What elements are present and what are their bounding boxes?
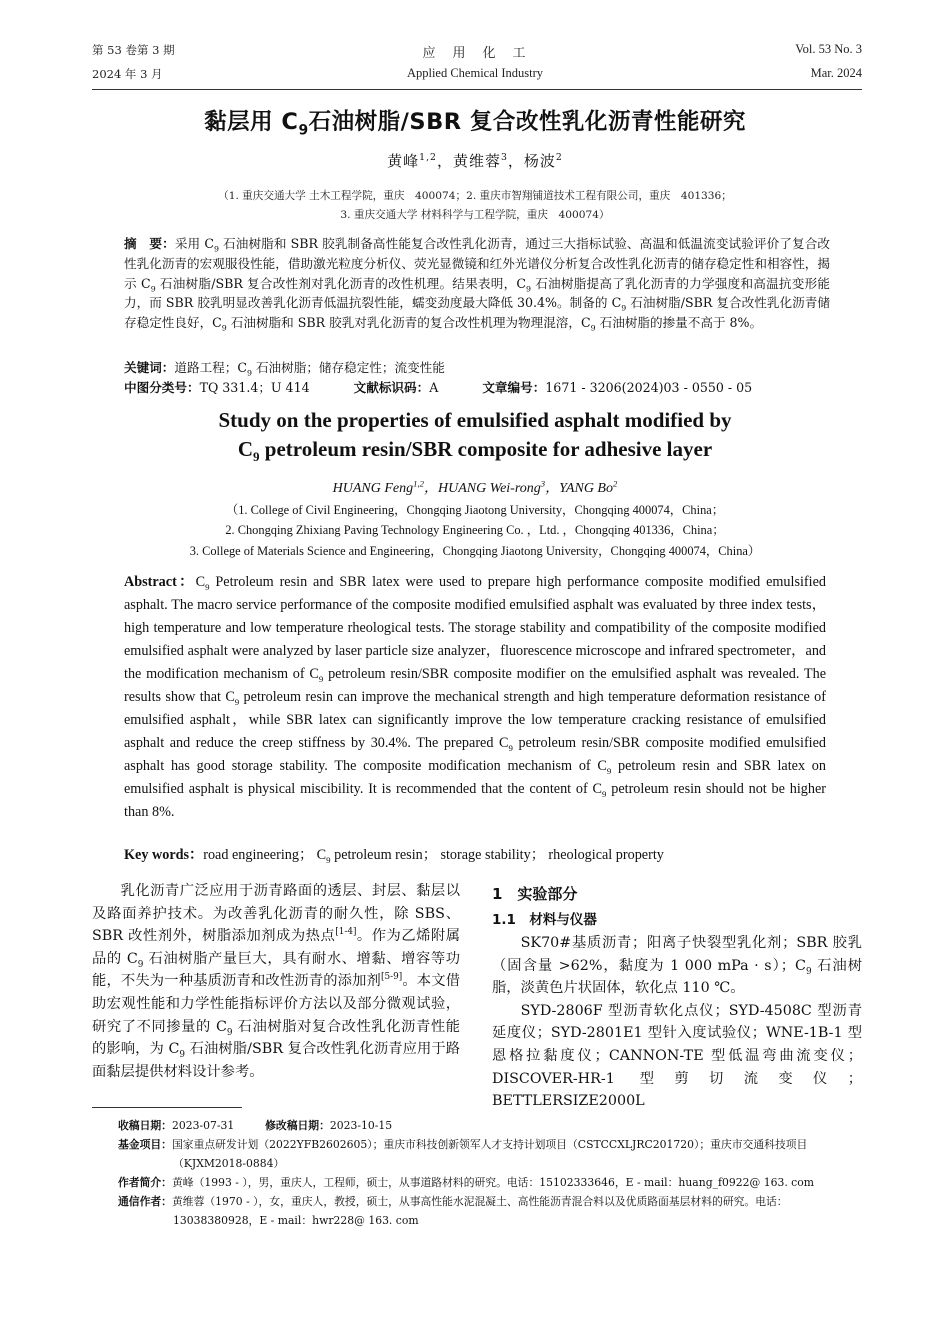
header-rule [92,89,862,90]
keywords-en: Key words：road engineering； $C_9$ petroleum resin； storage stability； rheological property [124,847,664,865]
header-journal-en: Applied Chemical Industry [406,66,544,80]
title-cn: 黏层用 $C_9$石油树脂/SBR 复合改性乳化沥青性能研究 [204,109,746,139]
footnote-rule [92,1107,242,1108]
section-heading: 1 实验部分 [492,885,578,903]
footnote-dates: 收稿日期：2023-07-31 修改稿日期：2023-10-15 [118,1119,393,1132]
body-right-column [492,880,862,1113]
footnote-corresponding: 通信作者：黄维蓉（1970 - ），女，重庆人，教授，硕士，从事高性能水泥混凝土、高性能沥青混合料以及优质路面基层材料的研究。电话： 13038380928，E - mail：hwr228@ 163. com [118,1195,788,1227]
abstract-cn: 摘 要：采用 $C_9$ 石油树脂和 SBR 胶乳制备高性能复合改性乳化沥青，通过三大指标试验、高温和低温流变试验评价了复合改性乳化沥青的宏观服役性能，借助激光粒度分析仪、荧光显微镜和红外光谱仪分析复合改性乳化沥青的储存稳定性和相容性，揭示 $C_9$ 石油树脂/SBR 复合改性剂对乳化沥青的改性机理。结果表明，$C_9$ 石油树脂提高了乳化沥青的力学强度和高温抗变形能力，而 SBR 胶乳明显改善乳化沥青低温抗裂性能，蠕变劲度最大降低 30.4%。制备的 $C_9$ 石油树脂/SBR 复合改性乳化沥青储存稳定性良好，$C_9$ 石油树脂和 SBR 胶乳对乳化沥青的复合改性机理为物理混溶，$C_9$ 石油树脂的掺量不高于 8%。 [124,236,831,333]
affiliation-en-line3: 3. College of Materials Science and Engineering，Chongqing Jiaotong University，Chongqing 400074，China） [189,544,761,558]
subsection-heading: 1.1 材料与仪器 [492,912,597,928]
footnote-funding: 基金项目：国家重点研发计划（2022YFB2602605）；重庆市科技创新领军人才支持计划项目（CSTCCXLJRC201720）；重庆市交通科技项目 （KJXM2018-0884） [118,1138,808,1170]
body-left-column [92,880,460,1083]
affiliation-en-line1: （1. College of Civil Engineering，Chongqing Jiaotong University，Chongqing 400074，China； [225,503,725,517]
affiliation-en-line2: 2. Chongqing Zhixiang Paving Technology Engineering Co. ，Ltd. ，Chongqing 401336，China； [225,523,725,537]
footnote-author: 作者简介：黄峰（1993 - ），男，重庆人，工程师，硕士，从事道路材料的研究。电话：15102333646，E - mail：huang_f0922@ 163. com [118,1176,814,1189]
keywords-cn: 关键词：道路工程；$C_9$ 石油树脂；储存稳定性；流变性能 [124,360,445,378]
authors-en: HUANG Feng$^{1,2}$，HUANG Wei-rong$^3$，YANG Bo$^2$ [332,478,618,496]
abstract-en: Abstract：$C_9$ Petroleum resin and SBR latex were used to prepare high performance composite modified emulsified asphalt. The macro service performance of the composite modified emulsified asphalt was evaluated by three index tests，high temperature and low temperature rheological tests. The storage stability and compatibility of the composite modified emulsified asphalt were analyzed by laser particle size analyzer，fluorescence microscope and infrared spectrometer，and the modification mechanism of $C_9$ petroleum resin/SBR composite modifier on the emulsified asphalt was revealed. The results show that $C_9$ petroleum resin can improve the mechanical strength and high temperature deformation resistance of emulsified asphalt，while SBR latex can significantly improve the low temperature cracking resistance of emulsified asphalt and reduce the creep stiffness by 30.4%. The prepared $C_9$ petroleum resin/SBR composite modified emulsified asphalt has good storage stability. The composite modification mechanism of $C_9$ petroleum resin and SBR latex on emulsified asphalt is physical miscibility. It is recommended that the content of $C_9$ petroleum resin should not be higher than 8%. [124,574,826,820]
affiliation-cn-line1: （1. 重庆交通大学 土木工程学院，重庆 400074；2. 重庆市智翔铺道技术工程有限公司，重庆 401336； [218,190,732,202]
header-volume-cn: 第 53 卷第 3 期 [92,43,175,57]
title-en-line2: $C_9$ petroleum resin/SBR composite for adhesive layer [237,437,713,465]
header-date-en: Mar. 2024 [810,66,862,80]
instruments-paragraph: SYD-2806F 型沥青软化点仪；SYD-4508C 型沥青延度仪；SYD-2801E1 型针入度试验仪；WNE-1B-1 型恩格拉黏度仪；CANNON-TE 型低温弯曲流变仪；DISCOVER-HR-1 型剪切流变仪；BETTLERSIZE2000L [492,1002,862,1110]
authors-cn: 黄峰$^{1,2}$，黄维蓉$^3$，杨波$^2$ [387,152,563,170]
materials-paragraph: SK70#基质沥青；阳离子快裂型乳化剂；SBR 胶乳（固含量 >62%，黏度为 1 000 mPa · s）；$C_9$ 石油树脂，淡黄色片状固体，软化点 110 ℃。 [492,935,863,997]
intro-paragraph: 乳化沥青广泛应用于沥青路面的透层、封层、黏层以及路面养护技术。为改善乳化沥青的耐久性，除 SBS、SBR 改性剂外，树脂添加剂成为热点[1-4]。作为乙烯附属品的 $C_9$ 石油树脂产量巨大，具有耐水、增黏、增容等功能，不失为一种基质沥青和改性沥青的添加剂[5-9]。本文借助宏观性能和力学性能指标评价方法以及部分微观试验，研究了不同掺量的 $C_9$ 石油树脂对复合改性乳化沥青性能的影响，为 $C_9$ 石油树脂/SBR 复合改性乳化沥青应用于路面黏层提供材料设计参考。 [92,883,461,1080]
title-en-line1: Study on the properties of emulsified asphalt modified by [218,408,732,432]
affiliation-cn-line2: 3. 重庆交通大学 材料科学与工程学院，重庆 400074） [340,209,610,221]
header-date-cn: 2024 年 3 月 [92,67,163,81]
classification-line: 中图分类号：TQ 331.4；U 414 文献标识码：A 文章编号：1671 - 3206(2024)03 - 0550 - 05 [124,380,753,395]
header-volume-en: Vol. 53 No. 3 [795,42,862,56]
header-journal-cn: 应 用 化 工 [422,46,528,61]
